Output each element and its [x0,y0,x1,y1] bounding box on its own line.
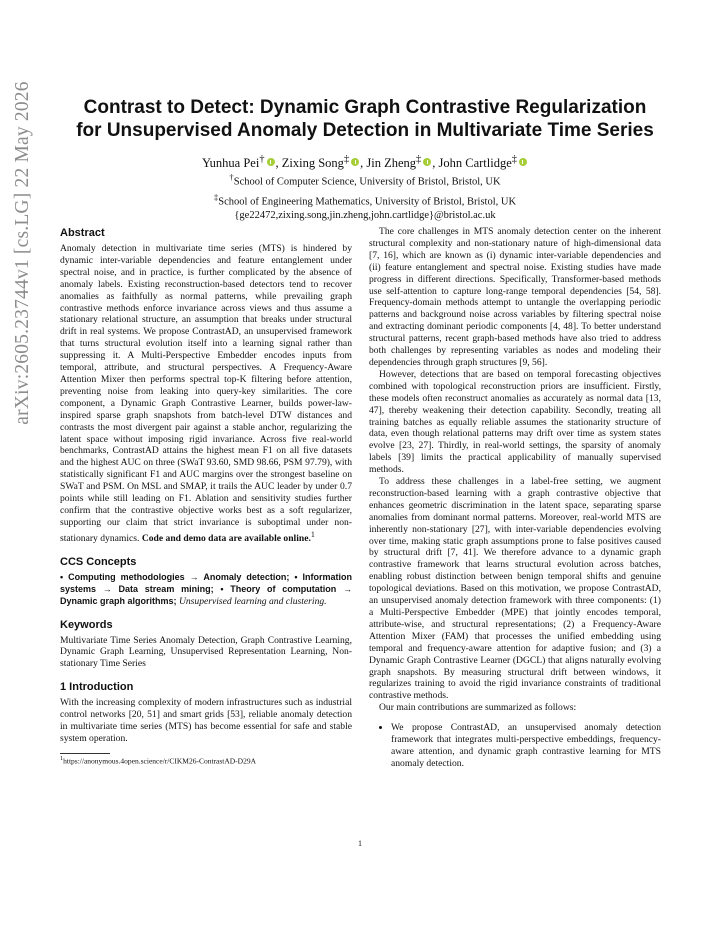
author-list: Yunhua Pei† , Zixing Song‡ , Jin Zheng‡ , John Cartlidge‡ [60,152,670,171]
footnote-link[interactable]: https://anonymous.4open.science/r/CIKM26-ContrastAD-D29A [63,756,257,766]
ccs-concepts [60,572,352,608]
author-name: Zixing Song [281,156,344,171]
ccs-heading: CCS Concepts [60,555,137,568]
author-name: Yunhua Pei [202,156,260,171]
footnote [60,754,352,767]
left-column [60,226,352,766]
affiliation-mark: ‡ [511,154,517,165]
introduction-section [60,680,352,745]
arxiv-stamp-text: arXiv:2605.23744v1 [cs.LG] 22 May 2026 [12,81,33,425]
introduction-heading: 1 Introduction [60,681,134,694]
body-paragraph: The core challenges in MTS anomaly detection center on the inherent structural complexity and non-stationary nature of high-dimensional data [7, 16], which are known as (i) dynamic inter-variable dependencies and (ii) feature entanglement and spectral noise. Existing studies have made progress in different directions. Specifically, Transformer-based methods use self-attention to capture long-range temporal dependencies [54, 58]. Frequency-domain methods attempt to untangle the overlapping periodic patterns and background noise across variables by filtering spectral noise and extracting dominant periodic components [4, 48]. To better understand structural patterns, recent graph-based methods have also tried to address both challenges by representing variables as nodes and modeling their dependencies through graph structures [9, 56]. [369,226,661,368]
abstract-heading: Abstract [60,227,105,239]
title-line-1: Contrast to Detect: Dynamic Graph Contrastive Regularization [83,97,647,118]
author-emails[interactable]: {ge22472,zixing.song,jin.zheng,john.cartlidge}@bristol.ac.uk [234,210,496,221]
keywords-body: Multivariate Time Series Anomaly Detection, Graph Contrastive Learning, Dynamic Graph Learning, Unsupervised Representation Learning, Non-stationary Time Series [60,634,352,670]
footnote-number: 1 [60,754,64,762]
affiliation-mark: ‡ [213,191,219,202]
orcid-icon[interactable] [351,158,359,166]
paper-title [60,96,670,142]
orcid-icon[interactable] [267,158,275,166]
affiliation-mark: † [259,154,265,165]
affiliation-mark: ‡ [416,154,422,165]
author-name: John Cartlidge [438,156,512,171]
body-paragraph: Our main contributions are summarized as follows: [379,702,577,714]
affiliations [60,170,670,223]
affiliation-text: School of Engineering Mathematics, University of Bristol, Bristol, UK [218,196,517,207]
affiliation-mark: ‡ [343,154,350,165]
affiliation-text: School of Computer Science, University of Bristol, Bristol, UK [233,176,501,188]
page-number: 1 [358,839,362,848]
keywords-heading: Keywords [60,618,113,631]
footnote-mark[interactable]: 1 [310,529,315,539]
introduction-paragraph: With the increasing complexity of modern infrastructures such as industrial control networks [20, 51] and smart grids [53], reliable anomaly detection in multivariate time series (MTS) has become essential for safe and stable system operation. [60,697,352,744]
abstract-body [60,243,352,545]
affiliation-2 [60,190,670,210]
contributions-list [369,722,661,770]
ccs-items: • Computing methodologies → Anomaly detection; • Information systems → Data stream mining; • Theory of computation → Dynamic graph algorithms; [60,571,352,606]
ccs-tail: Unsupervised learning and clustering. [178,595,327,607]
abstract-text: Anomaly detection in multivariate time series (MTS) is hindered by dynamic inter-variable dependencies and feature entanglement under spectral noise, and in practice, is further complicated by the absence of anomaly labels. Existing reconstruction-based detectors tend to recover anomalies as faithfully as normal patterns, while prevailing graph contrastive methods enforce invariance across views and thus assume a stationary relational structure, an assumption that breaks under structural drift in real systems. We propose ContrastAD, an unsupervised framework that turns structural evolution itself into a learning signal rather than suppressing it. A Multi-Perspective Embedder encodes inputs from temporal, attribute, and structural perspectives. A Frequency-Aware Attention Mixer then performs spectral top-K filtering before attention, preventing noise from leaking into query-key similarities. The core component, a Dynamic Graph Contrastive Learner, builds power-law-inspired sparse graph snapshots from batch-level DTW distances and contrasts the most divergent pair against a stable anchor, regularizing the latent space without imposing rigid invariance. Across five real-world benchmarks, ContrastAD attains the highest mean F1 on all five datasets and the highest AUC on three (SWaT 93.60, SMD 98.66, PSM 97.79), with statistically significant F1 and AUC margins over the strongest baseline on SWaT and PSM. On MSL and SMAP, it trails the AUC leader by under 0.7 points while still leading on F1. Ablation and sensitivity studies further confirm that the contrastive objective works best as a soft regularizer, supporting our claim that strict invariance is suboptimal under non-stationary dynamics. [60,243,352,544]
orcid-icon[interactable] [423,158,431,166]
affiliation-mark: † [229,172,234,182]
author-name: Jin Zheng [366,156,417,171]
body-paragraph: However, detections that are based on temporal forecasting objectives combined with topological reconstruction priors are insufficient. Firstly, these models often reconstruct anomalies as accurately as normal data [13, 47], thereby weakening their detection capability. Secondly, treating all training batches as equally reliable assumes the stationarity structure of data, even though relational patterns may drift over time as system states evolve [23, 27]. Thirdly, in real-world settings, the sparsity of anomaly labels [39] limits the practical applicability of manually supervised methods. [369,368,661,476]
title-line-2: for Unsupervised Anomaly Detection in Multivariate Time Series [76,120,654,141]
ccs-section [60,555,352,608]
code-availability-note: Code and demo data are available online. [141,532,311,544]
affiliation-1 [60,170,670,190]
list-item: • We propose ContrastAD, an unsupervised anomaly detection framework that integrates multi-perspective embeddings, frequency-aware attention, and dynamic graph contrastive learning for MTS anomaly detection. [391,722,661,770]
orcid-icon[interactable] [519,158,527,166]
body-paragraph: To address these challenges in a label-free setting, we augment reconstruction-based learning with a graph contrastive objective that enhances geometric discrimination in the latent space, separating sparse anomalies from dominant normal patterns. Moreover, real-world MTS are inherently non-stationary [27], with inter-variable dependencies evolving over time, making static graph assumptions prone to false positives caused by structural drift [7, 41]. We therefore advance to a dynamic graph contrastive framework that learns structural evolution across batches, enabling robust distinction between benign temporal shifts and genuine topological deviations. Based on this motivation, we propose ContrastAD, an unsupervised anomaly detection framework with three components: (1) a Multi-Perspective Embedder (MPE) that jointly encodes temporal, attribute-wise, and structural representations; (2) a Frequency-Aware Attention Mixer (FAM) that processes the unified embedding using temporal and frequency-aware attention for adaptive fusion; and (3) a Dynamic Graph Contrastive Learner (DGCL) that aligns naturally evolving graph snapshots. By measuring structural drift between windows, it regularizes training to avoid the rigid invariance constraints of traditional contrastive methods. [369,476,661,702]
keywords-section [60,618,352,671]
right-column [369,226,661,770]
